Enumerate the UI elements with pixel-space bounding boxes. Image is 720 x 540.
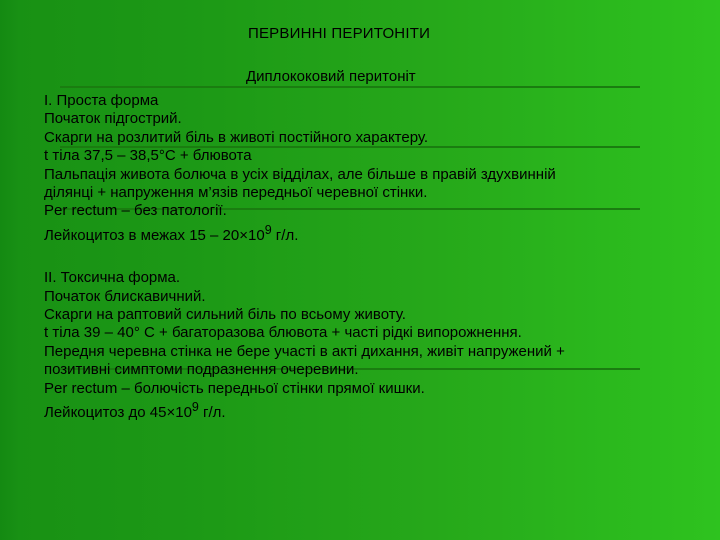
section-gap [44,245,694,269]
body-line: Передня черевна стінка не бере участі в акті дихання, живіт напружений + [44,342,565,360]
section-heading: I. Проста форма [44,92,159,109]
leukocytosis-exponent: 9 [191,400,199,415]
body-line: Скарги на раптовий сильний біль по всьому животу. [44,306,406,324]
left-band-decoration [0,0,18,540]
body-line: Початок підгострий. [44,110,182,128]
leukocytosis-line [44,398,694,422]
leukocytosis-unit: г/л. [198,404,226,422]
slide-title: ПЕРВИННІ ПЕРИТОНІТИ [248,25,431,42]
body-line: Пальпація живота болюча в усіх відділах, але більше в правій здухвинній [44,165,556,183]
slide-body [44,92,694,423]
background-rule [60,86,640,88]
body-line: ділянці + напруження м’язів передньої черевної стінки. [44,184,428,202]
body-line: Per rectum – без патології. [44,202,227,220]
leukocytosis-text: Лейкоцитоз до 45×10 [44,404,192,422]
slide-subtitle: Диплококовий перитоніт [246,68,416,85]
section-heading: II. Токсична форма. [44,269,181,287]
leukocytosis-exponent: 9 [264,222,272,237]
leukocytosis-line [44,221,694,245]
body-line: Скарги на розлитий біль в животі постійного характеру. [44,128,429,146]
body-line: Per rectum – болючість передньої стінки прямої кишки. [44,379,425,397]
leukocytosis-text: Лейкоцитоз в межах 15 – 20×10 [44,226,265,244]
body-line: Початок блискавичний. [44,287,206,305]
body-line: t тіла 39 – 40° С + багаторазова блювота + часті рідкі випорожнення. [44,324,522,342]
body-line: t тіла 37,5 – 38,5°С + блювота [44,147,252,165]
leukocytosis-unit: г/л. [271,226,299,244]
body-line: позитивні симптоми подразнення очеревини. [44,361,359,379]
